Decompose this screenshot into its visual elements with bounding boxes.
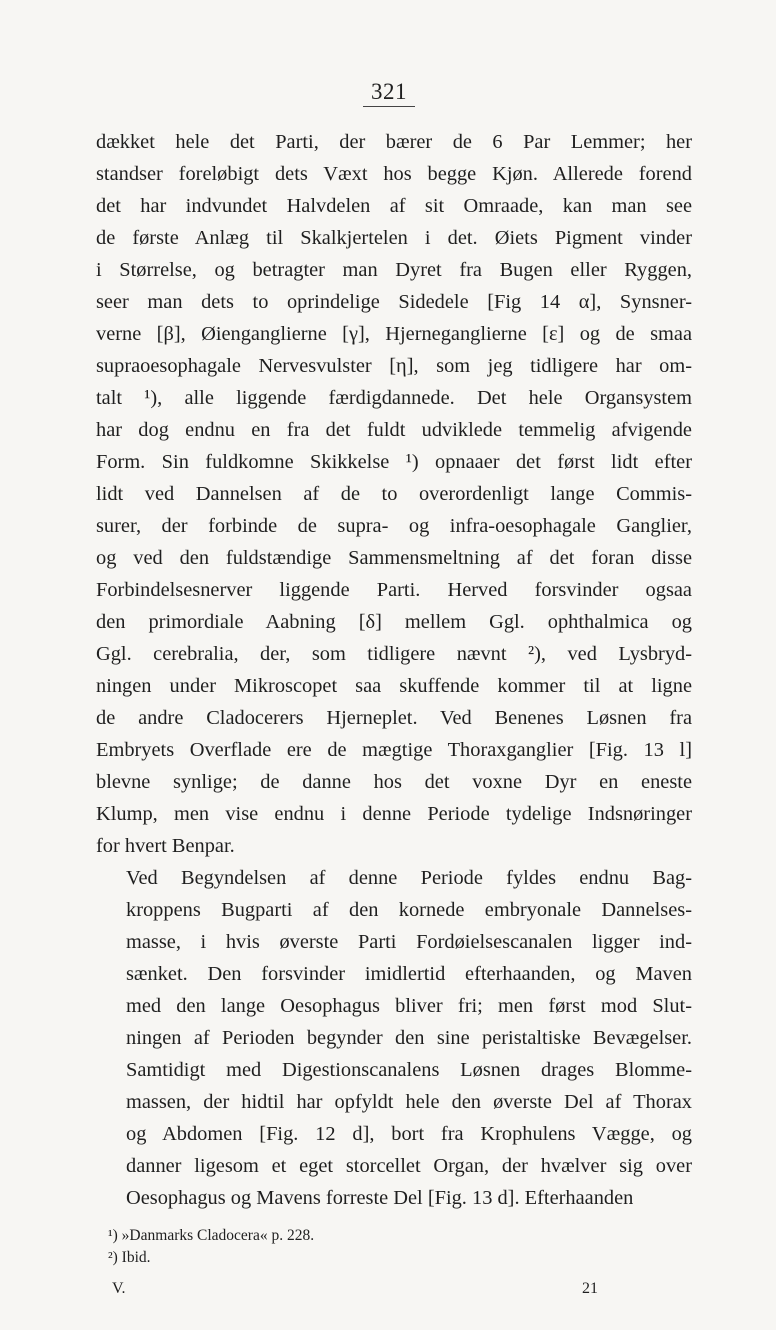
text-line: surer, der forbinde de supra- og infra-oesophagale Ganglier,: [96, 515, 692, 537]
text-line: Samtidigt med Digestionscanalens Løsnen drages Blomme-: [126, 1059, 692, 1081]
text-line: Ggl. cerebralia, der, som tidligere nævnt ²), ved Lysbryd-: [96, 643, 692, 665]
text-line: Embryets Overflade ere de mægtige Thoraxganglier [Fig. 13 l]: [96, 739, 692, 761]
paragraph: [96, 862, 692, 1214]
text-line: med den lange Oesophagus bliver fri; men først mod Slut-: [126, 995, 692, 1017]
text-line: for hvert Benpar.: [96, 835, 235, 857]
text-line: kroppens Bugparti af den kornede embryonale Dannelses-: [126, 899, 692, 921]
text-line: Form. Sin fuldkomne Skikkelse ¹) opnaaer det først lidt efter: [96, 451, 692, 473]
footnote-1: ¹) »Danmarks Cladocera« p. 228.: [108, 1227, 315, 1244]
text-line: standser foreløbigt dets Væxt hos begge Kjøn. Allerede forend: [96, 163, 692, 185]
text-line: de første Anlæg til Skalkjertelen i det. Øiets Pigment vinder: [96, 227, 692, 249]
text-line: seer man dets to oprindelige Sidedele [Fig 14 α], Synsner-: [96, 291, 692, 313]
sheet-number: 21: [582, 1280, 598, 1297]
signature-mark: V.: [112, 1280, 126, 1297]
page-number: 321: [363, 78, 415, 107]
text-line: dækket hele det Parti, der bærer de 6 Par Lemmer; her: [96, 131, 692, 153]
text-line: det har indvundet Halvdelen af sit Omraade, kan man see: [96, 195, 692, 217]
text-line: massen, der hidtil har opfyldt hele den øverste Del af Thorax: [126, 1091, 692, 1113]
body-text: [96, 126, 692, 1214]
text-line: har dog endnu en fra det fuldt udviklede temmelig afvigende: [96, 419, 692, 441]
text-line: den primordiale Aabning [δ] mellem Ggl. ophthalmica og: [96, 611, 692, 633]
text-line: Forbindelsesnerver liggende Parti. Herved forsvinder ogsaa: [96, 579, 692, 601]
paragraph: [96, 126, 692, 862]
text-line: Ved Begyndelsen af denne Periode fyldes endnu Bag-: [126, 867, 692, 889]
text-line: og Abdomen [Fig. 12 d], bort fra Krophulens Vægge, og: [126, 1123, 692, 1145]
text-line: Klump, men vise endnu i denne Periode tydelige Indsnøringer: [96, 803, 692, 825]
text-line: danner ligesom et eget storcellet Organ, der hvælver sig over: [126, 1155, 692, 1177]
text-line: talt ¹), alle liggende færdigdannede. Det hele Organsystem: [96, 387, 692, 409]
text-line: sænket. Den forsvinder imidlertid efterhaanden, og Maven: [126, 963, 692, 985]
text-line: masse, i hvis øverste Parti Fordøielsescanalen ligger ind-: [126, 931, 692, 953]
text-line: og ved den fuldstændige Sammensmeltning af det foran disse: [96, 547, 692, 569]
text-line: Oesophagus og Mavens forreste Del [Fig. 13 d]. Efterhaanden: [126, 1187, 634, 1209]
text-line: ningen under Mikroscopet saa skuffende kommer til at ligne: [96, 675, 692, 697]
text-line: blevne synlige; de danne hos det voxne Dyr en eneste: [96, 771, 692, 793]
text-line: verne [β], Øienganglierne [γ], Hjerneganglierne [ε] og de smaa: [96, 323, 692, 345]
text-line: supraoesophagale Nervesvulster [η], som jeg tidligere har om-: [96, 355, 692, 377]
text-line: de andre Cladocerers Hjerneplet. Ved Benenes Løsnen fra: [96, 707, 692, 729]
text-line: i Størrelse, og betragter man Dyret fra Bugen eller Ryggen,: [96, 259, 692, 281]
text-line: lidt ved Dannelsen af de to overordenligt lange Commis-: [96, 483, 692, 505]
footnotes: [96, 1225, 692, 1269]
text-line: ningen af Perioden begynder den sine peristaltiske Bevægelser.: [126, 1027, 692, 1049]
footnote-2: ²) Ibid.: [108, 1249, 151, 1266]
